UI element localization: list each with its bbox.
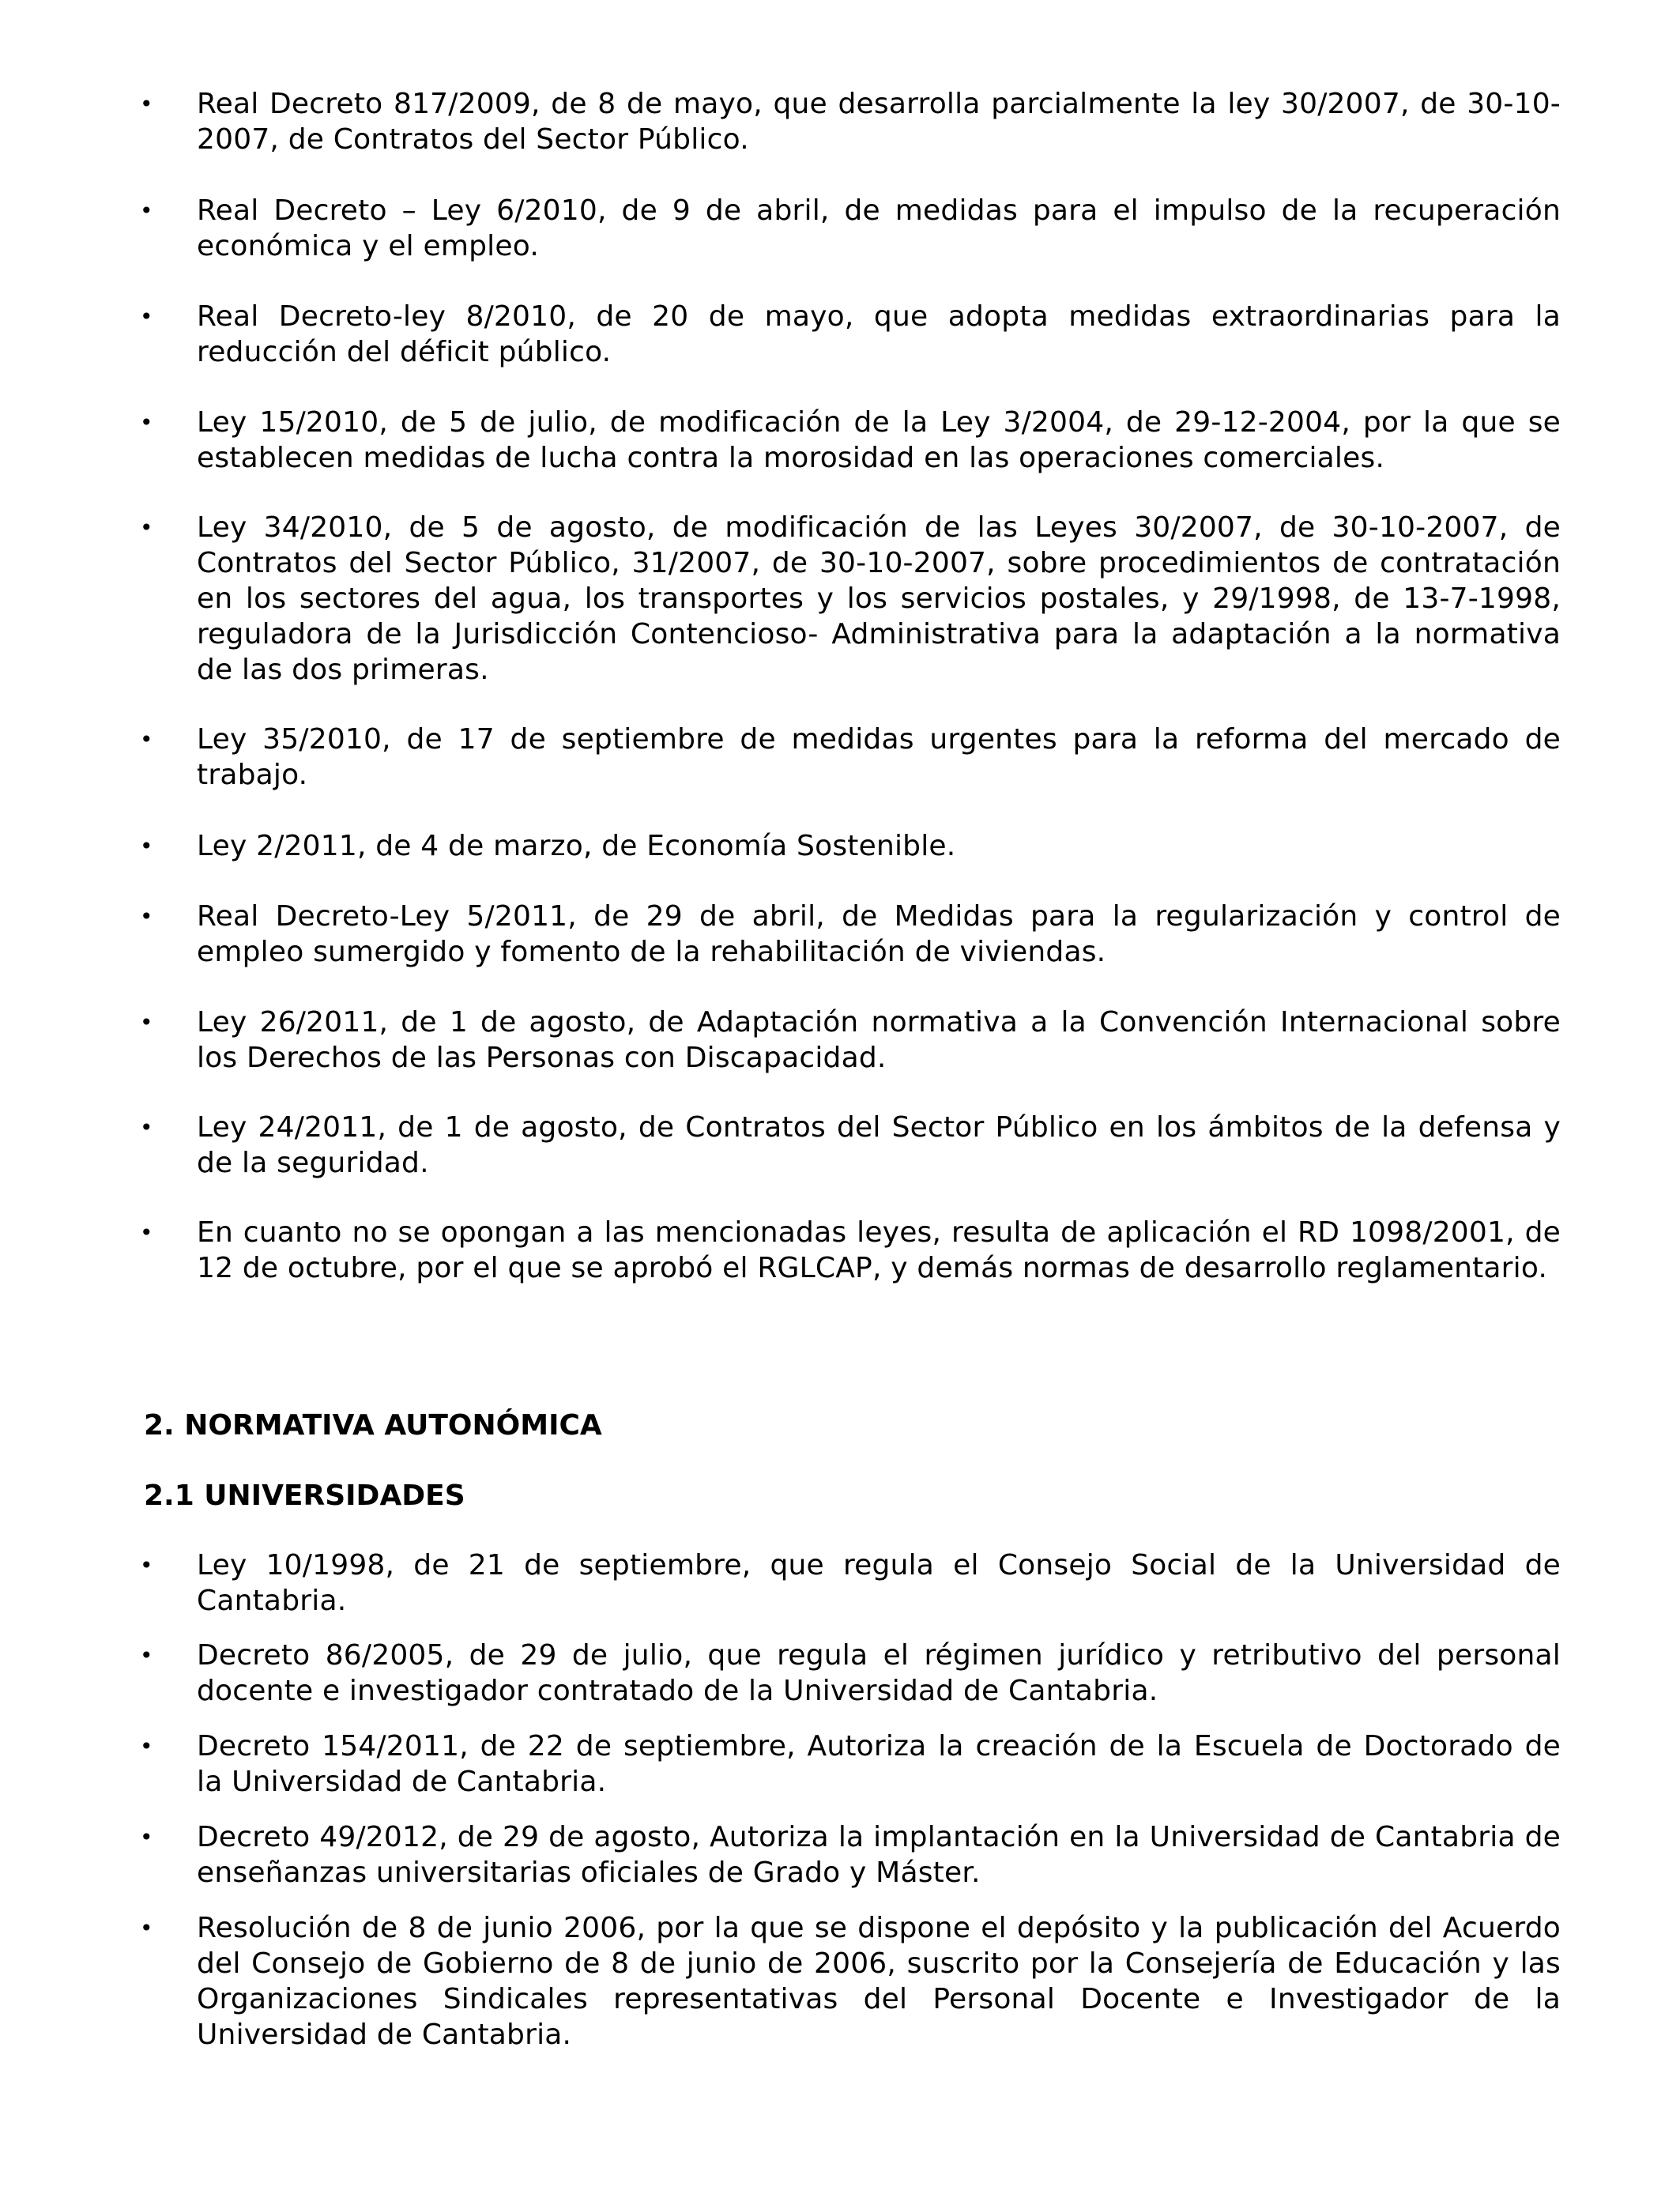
bullet: • [140,1009,153,1035]
list-item-text: Ley 35/2010, de 17 de septiembre de medidas urgentes para la reforma del mercado de trabajo. [197,723,1561,791]
bullet: • [140,1915,153,1941]
list-item-text: Decreto 86/2005, de 29 de julio, que regula el régimen jurídico y retributivo del personal docente e investigador contratado de la Universidad de Cantabria. [197,1639,1561,1707]
list-item-text: Ley 15/2010, de 5 de julio, de modificación de la Ley 3/2004, de 29-12-2004, por la que se establecen medidas de lucha contra la morosidad en las operaciones comerciales. [197,406,1561,474]
bullet: • [140,409,153,435]
list-item-text: Ley 24/2011, de 1 de agosto, de Contratos del Sector Público en los ámbitos de la defensa y de la seguridad. [197,1111,1561,1179]
bullet: • [140,1220,153,1246]
bullet: • [140,91,153,117]
list-item-text: Real Decreto-ley 8/2010, de 20 de mayo, que adopta medidas extraordinarias para la reducción del déficit público. [197,300,1561,368]
list-item-text: Decreto 154/2011, de 22 de septiembre, Autoriza la creación de la Escuela de Doctorado de la Universidad de Cantabria. [197,1730,1561,1798]
subsection-heading: 2.1 UNIVERSIDADES [144,1480,465,1512]
bullet: • [140,903,153,929]
list-item-text: Decreto 49/2012, de 29 de agosto, Autoriza la implantación en la Universidad de Cantabria de enseñanzas universitarias oficiales de Grado y Máster. [197,1821,1561,1889]
list-item-text: Ley 26/2011, de 1 de agosto, de Adaptación normativa a la Convención Internacional sobre los Derechos de las Personas con Discapacidad. [197,1006,1561,1074]
list-item-text: Ley 2/2011, de 4 de marzo, de Economía Sostenible. [197,830,956,862]
list-item-text: Resolución de 8 de junio 2006, por la que se dispone el depósito y la publicación del Acuerdo del Consejo de Gobierno de 8 de junio de 2006, suscrito por la Consejería de Educación y las Organizaciones Sindicales representativas del Personal Docente e Investigador de la Universidad de Cantabria. [197,1912,1561,2051]
bullet: • [140,1642,153,1668]
bullet: • [140,303,153,330]
bullet: • [140,726,153,752]
list-item-text: En cuanto no se opongan a las mencionadas leyes, resulta de aplicación el RD 1098/2001, de 12 de octubre, por el que se aprobó el RGLCAP, y demás normas de desarrollo reglamentario. [197,1216,1561,1284]
list-item-text: Ley 34/2010, de 5 de agosto, de modificación de las Leyes 30/2007, de 30-10-2007, de Contratos del Sector Público, 31/2007, de 30-10-2007, sobre procedimientos de contratación en los sectores del agua, los transportes y los servicios postales, y 29/1998, de 13-7-1998, reguladora de la Jurisdicción Contencioso- Administrativa para la adaptación a la normativa de las dos primeras. [197,511,1561,686]
bullet: • [140,1552,153,1578]
section-heading: 2. NORMATIVA AUTONÓMICA [144,1409,602,1442]
bullet: • [140,198,153,224]
bullet: • [140,1824,153,1850]
bullet: • [140,833,153,859]
list-item-text: Real Decreto – Ley 6/2010, de 9 de abril, de medidas para el impulso de la recuperación económica y el empleo. [197,194,1561,262]
list-item-text: Real Decreto 817/2009, de 8 de mayo, que desarrolla parcialmente la ley 30/2007, de 30-10-2007, de Contratos del Sector Público. [197,88,1561,156]
bullet: • [140,1114,153,1140]
bullet: • [140,515,153,541]
list-item-text: Real Decreto-Ley 5/2011, de 29 de abril, de Medidas para la regularización y control de empleo sumergido y fomento de la rehabilitación de viviendas. [197,900,1561,968]
list-item-text: Ley 10/1998, de 21 de septiembre, que regula el Consejo Social de la Universidad de Cantabria. [197,1549,1561,1617]
bullet: • [140,1733,153,1759]
